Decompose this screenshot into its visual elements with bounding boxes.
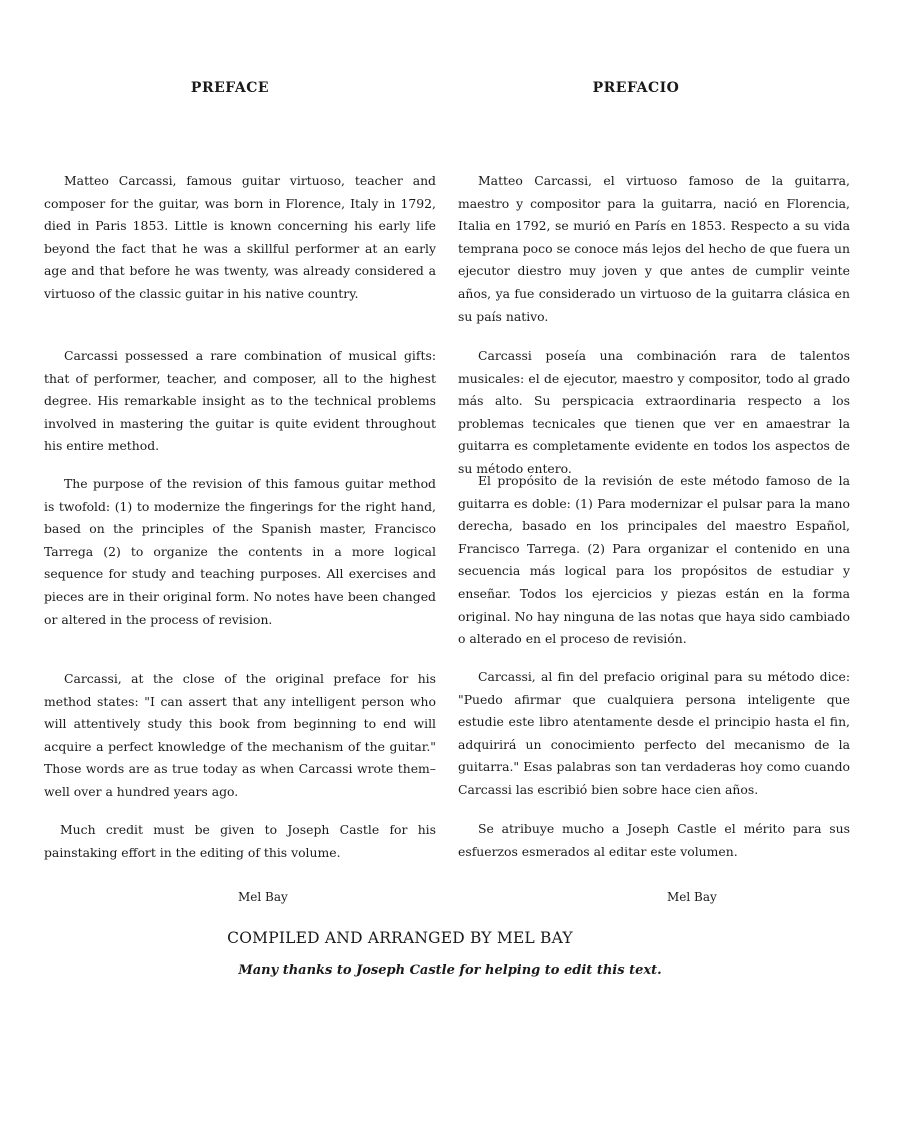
english-paragraph-4: Carcassi, at the close of the original preface for his method states: "I can assert that any intelligent person who will attentively study this book from beginning to end will acquire a perfect knowledge of the mechanism of the guitar." Those words are as true today as when Carcassi wrote them–well over a hundred years ago. (44, 671, 436, 799)
english-paragraph-1: Matteo Carcassi, famous guitar virtuoso, teacher and composer for the guitar, was born in Florence, Italy in 1792, died in Paris 1853. Little is known concerning his early life beyond the fact that he was a skillful performer at an early age and that before he was twenty, was already considered a virtuoso of the classic guitar in his native country. (44, 173, 436, 301)
thanks-line: Many thanks to Joseph Castle for helping to edit this text. (238, 963, 662, 978)
spanish-paragraph-3: El propósito de la revisión de este método famoso de la guitarra es doble: (1) Para modernizar el pulsar para la mano derecha, basado en los principales del maestro Español, Francisco Tarrega. (2) Para organizar el contenido en una secuencia más logical para los propósitos de estudiar y enseñar. Todos los ejercicios y piezas están en la forma original. No hay ninguna de las notas que haya sido cambiado o alterado en el proceso de revisión. (458, 473, 850, 647)
spanish-paragraph-4: Carcassi, al fin del prefacio original para su método dice: "Puedo afirmar que cualquiera persona inteligente que estudie este libro atentamente desde el principio hasta el fin, adquirirá un conocimiento perfecto del mecanismo de la guitarra." Esas palabras son tan verdaderas hoy como cuando Carcassi las escribió bien sobre hace cien años. (458, 669, 850, 797)
spanish-paragraph-1: Matteo Carcassi, el virtuoso famoso de la guitarra, maestro y compositor para la guitarra, nació en Florencia, Italia en 1792, se murió en París en 1853. Respecto a su vida temprana poco se conoce más lejos del hecho de que fuera un ejecutor diestro muy joven y que antes de cumplir veinte años, ya fue considerado un virtuoso de la guitarra clásica en su país nativo. (458, 173, 850, 324)
preface-heading: PREFACE (190, 80, 270, 96)
spanish-signature: Mel Bay (667, 890, 717, 904)
english-paragraph-2: Carcassi possessed a rare combination of musical gifts: that of performer, teacher, and composer, all to the highest degree. His remarkable insight as to the technical problems involved in mastering the guitar is quite evident throughout his entire method. (44, 348, 436, 454)
prefacio-heading: PREFACIO (592, 80, 680, 96)
spanish-paragraph-5: Se atribuye mucho a Joseph Castle el mérito para sus esfuerzos esmerados al editar este volumen. (458, 821, 850, 859)
spanish-paragraph-2: Carcassi poseía una combinación rara de talentos musicales: el de ejecutor, maestro y compositor, todo al grado más alto. Su perspicacia extraordinaria respecto a los problemas tecnicales que tienen que ver en amaestrar la guitarra es completamente evidente en todos los aspectos de su método entero. (458, 348, 850, 476)
english-paragraph-5: Much credit must be given to Joseph Castle for his painstaking effort in the editing of this volume. (44, 822, 436, 860)
compiled-by-line: COMPILED AND ARRANGED BY MEL BAY (227, 929, 573, 947)
english-paragraph-3: The purpose of the revision of this famous guitar method is twofold: (1) to modernize the fingerings for the right hand, based on the principles of the Spanish master, Francisco Tarrega (2) to organize the contents in a more logical sequence for study and teaching purposes. All exercises and pieces are in their original form. No notes have been changed or altered in the process of revision. (44, 476, 436, 627)
english-signature: Mel Bay (238, 890, 288, 904)
